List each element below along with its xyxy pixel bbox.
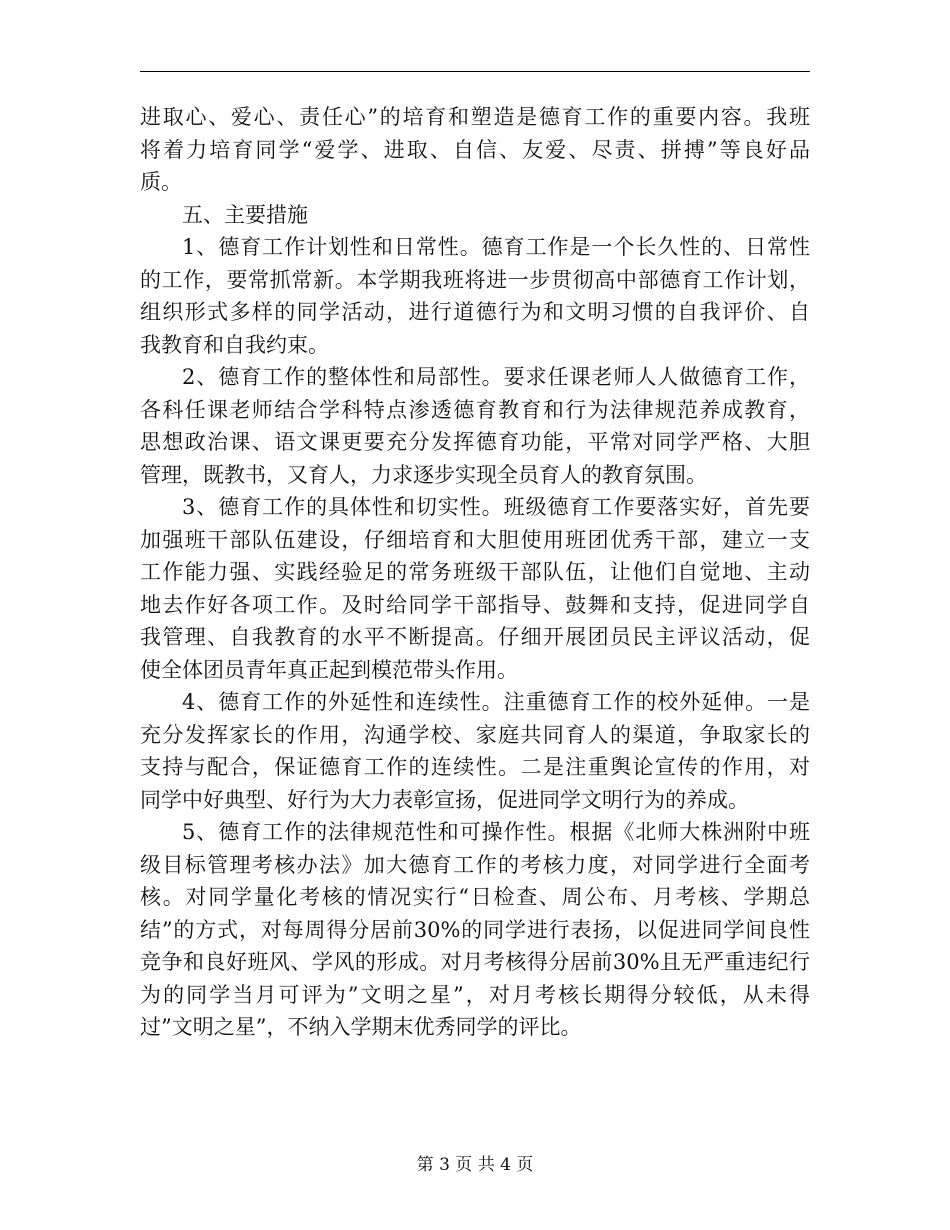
header-rule: [140, 71, 810, 72]
text-line: 进取心、爱心、责任心”的培育和塑造是德育工作的重要内容。我班: [140, 105, 810, 129]
text-line: 思想政治课、语文课更要充分发挥德育功能，平常对同学严格、大胆: [140, 430, 810, 454]
text-line: 我教育和自我约束。: [140, 332, 329, 357]
text-line: 管理，既教书，又育人，力求逐步实现全员育人的教育氛围。: [140, 462, 707, 487]
text-line: 核。对同学量化考核的情况实行“日检查、周公布、月考核、学期总: [140, 885, 810, 909]
text-line: 使全体团员青年真正起到模范带头作用。: [140, 657, 518, 682]
page-number-footer: 第 3 页 共 4 页: [416, 1155, 534, 1175]
section-heading: 五、主要措施: [182, 202, 308, 227]
text-line: 支持与配合，保证德育工作的连续性。二是注重舆论宣传的作用，对: [140, 755, 810, 779]
text-line: 加强班干部队伍建设，仔细培育和大胆使用班团优秀干部，建立一支: [140, 527, 810, 552]
text-line: 地去作好各项工作。及时给同学干部指导、鼓舞和支持，促进同学自: [140, 592, 810, 617]
text-line: 同学中好典型、好行为大力表彰宣扬，促进同学文明行为的养成。: [140, 787, 749, 812]
text-line: 5、德育工作的法律规范性和可操作性。根据《北师大株洲附中班: [182, 820, 810, 844]
text-line: 1、德育工作计划性和日常性。德育工作是一个长久性的、日常性: [182, 235, 810, 259]
text-line: 组织形式多样的同学活动，进行道德行为和文明习惯的自我评价、自: [140, 300, 810, 324]
text-line: 为的同学当月可评为”文明之星”，对月考核长期得分较低，从未得: [140, 982, 810, 1007]
text-line: 工作能力强、实践经验足的常务班级干部队伍，让他们自觉地、主动: [140, 560, 810, 584]
text-line: 4、德育工作的外延性和连续性。注重德育工作的校外延伸。一是: [182, 690, 810, 714]
text-line: 3、德育工作的具体性和切实性。班级德育工作要落实好，首先要: [182, 495, 810, 519]
text-line: 将着力培育同学“爱学、进取、自信、友爱、尽责、拼搏”等良好品: [140, 137, 810, 162]
text-line: 我管理、自我教育的水平不断提高。仔细开展团员民主评议活动，促: [140, 625, 810, 649]
text-line: 的工作，要常抓常新。本学期我班将进一步贯彻高中部德育工作计划，: [140, 267, 810, 292]
text-line: 过”文明之星”，不纳入学期末优秀同学的评比。: [140, 1015, 582, 1039]
text-line: 质。: [140, 170, 182, 194]
text-line: 各科任课老师结合学科特点渗透德育教育和行为法律规范养成教育，: [140, 397, 810, 422]
text-line: 充分发挥家长的作用，沟通学校、家庭共同育人的渠道，争取家长的: [140, 722, 810, 747]
text-line: 2、德育工作的整体性和局部性。要求任课老师人人做德育工作，: [182, 365, 810, 389]
text-line: 结”的方式，对每周得分居前30%的同学进行表扬，以促进同学间良性: [140, 917, 810, 942]
text-line: 级目标管理考核办法》加大德育工作的考核力度，对同学进行全面考: [140, 852, 810, 877]
text-line: 竞争和良好班风、学风的形成。对月考核得分居前30%且无严重违纪行: [140, 950, 810, 974]
body-text: [140, 101, 810, 1044]
